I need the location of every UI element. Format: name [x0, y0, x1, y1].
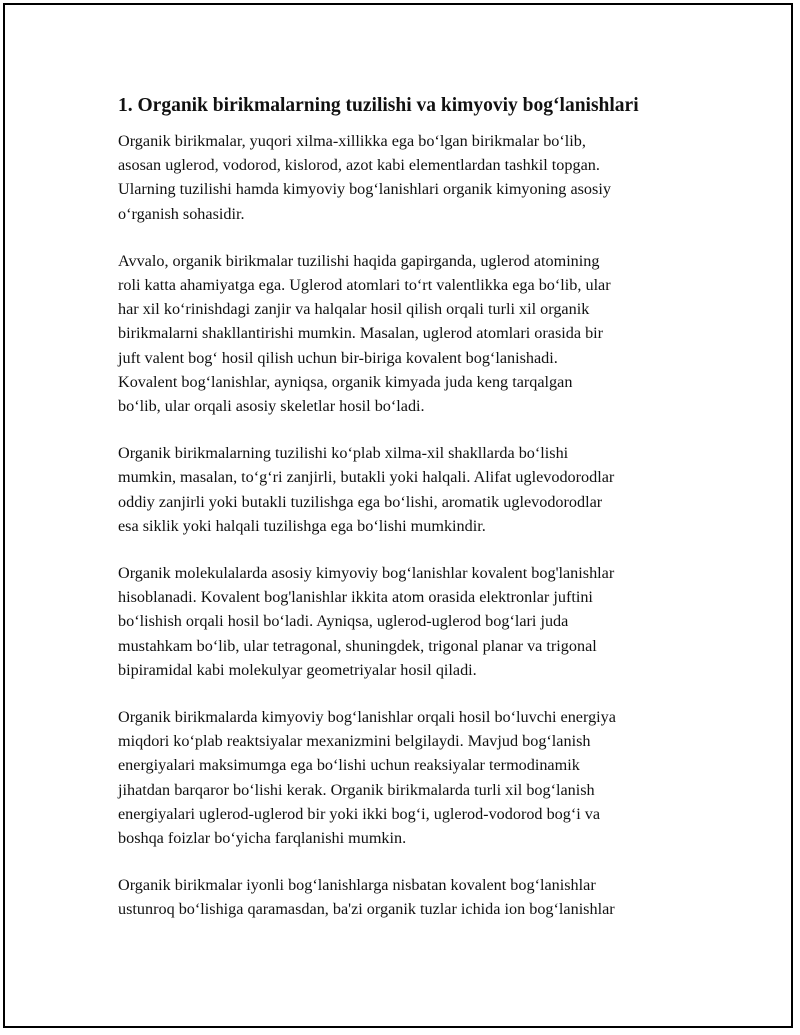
text-line: ustunroq bo‘lishiga qaramasdan, ba'zi organik tuzlar ichida ion bog‘lanishlar [118, 900, 615, 919]
text-line: oddiy zanjirli yoki butakli tuzilishga ega bo‘lishi, aromatik uglevodorodlar [118, 492, 603, 511]
body-paragraph [118, 561, 698, 682]
text-line: hisoblanadi. Kovalent bog'lanishlar ikkita atom orasida elektronlar juftini [118, 588, 593, 607]
text-line: miqdori ko‘plab reaktsiyalar mexanizmini belgilaydi. Mavjud bog‘lanish [118, 732, 591, 751]
text-line: esa siklik yoki halqali tuzilishga ega bo‘lishi mumkindir. [118, 516, 486, 535]
text-line: Ularning tuzilishi hamda kimyoviy bog‘lanishlari organik kimyoning asosiy [118, 180, 611, 199]
text-line: bo‘lib, ular orqali asosiy skeletlar hosil bo‘ladi. [118, 397, 425, 416]
paragraph-list [118, 129, 698, 922]
text-line: roli katta ahamiyatga ega. Uglerod atomlari to‘rt valentlikka ega bo‘lib, ular [118, 276, 611, 295]
body-paragraph [118, 705, 698, 850]
document-content [118, 93, 698, 945]
text-line: Organik birikmalarning tuzilishi ko‘plab xilma-xil shakllarda bo‘lishi [118, 444, 569, 463]
text-line: mustahkam bo‘lib, ular tetragonal, shuningdek, trigonal planar va trigonal [118, 636, 597, 655]
text-line: Organik birikmalarda kimyoviy bog‘lanishlar orqali hosil bo‘luvchi energiya [118, 708, 616, 727]
text-line: jihatdan barqaror bo‘lishi kerak. Organik birikmalarda turli xil bog‘lanish [118, 780, 595, 799]
body-paragraph [118, 129, 698, 226]
text-line: mumkin, masalan, to‘g‘ri zanjirli, butakli yoki halqali. Alifat uglevodorodlar [118, 468, 615, 487]
text-line: juft valent bog‘ hosil qilish uchun bir-biriga kovalent bog‘lanishadi. [118, 348, 558, 367]
body-paragraph [118, 873, 698, 921]
text-line: bipiramidal kabi molekulyar geometriyalar hosil qiladi. [118, 660, 477, 679]
text-line: har xil ko‘rinishdagi zanjir va halqalar hosil qilish orqali turli xil organik [118, 300, 590, 319]
text-line: boshqa foizlar bo‘yicha farqlanishi mumkin. [118, 829, 407, 848]
body-paragraph [118, 441, 698, 538]
text-line: Organik molekulalarda asosiy kimyoviy bog‘lanishlar kovalent bog'lanishlar [118, 564, 615, 583]
text-line: Organik birikmalar iyonli bog‘lanishlarga nisbatan kovalent bog‘lanishlar [118, 876, 596, 895]
section-heading: 1. Organik birikmalarning tuzilishi va kimyoviy bog‘lanishlari [118, 95, 639, 116]
text-line: Avvalo, organik birikmalar tuzilishi haqida gapirganda, uglerod atomining [118, 251, 600, 270]
text-line: birikmalarni shakllantirishi mumkin. Masalan, uglerod atomlari orasida bir [118, 324, 604, 343]
text-line: energiyalari maksimumga ega bo‘lishi uchun reaksiyalar termodinamik [118, 756, 580, 775]
body-paragraph [118, 249, 698, 418]
text-line: asosan uglerod, vodorod, kislorod, azot kabi elementlardan tashkil topgan. [118, 156, 600, 175]
text-line: bo‘lishish orqali hosil bo‘ladi. Ayniqsa, uglerod-uglerod bog‘lari juda [118, 612, 569, 631]
text-line: o‘rganish sohasidir. [118, 204, 245, 223]
text-line: energiyalari uglerod-uglerod bir yoki ikki bog‘i, uglerod-vodorod bog‘i va [118, 804, 601, 823]
text-line: Kovalent bog‘lanishlar, ayniqsa, organik kimyada juda keng tarqalgan [118, 372, 573, 391]
text-line: Organik birikmalar, yuqori xilma-xillikka ega bo‘lgan birikmalar bo‘lib, [118, 132, 586, 150]
